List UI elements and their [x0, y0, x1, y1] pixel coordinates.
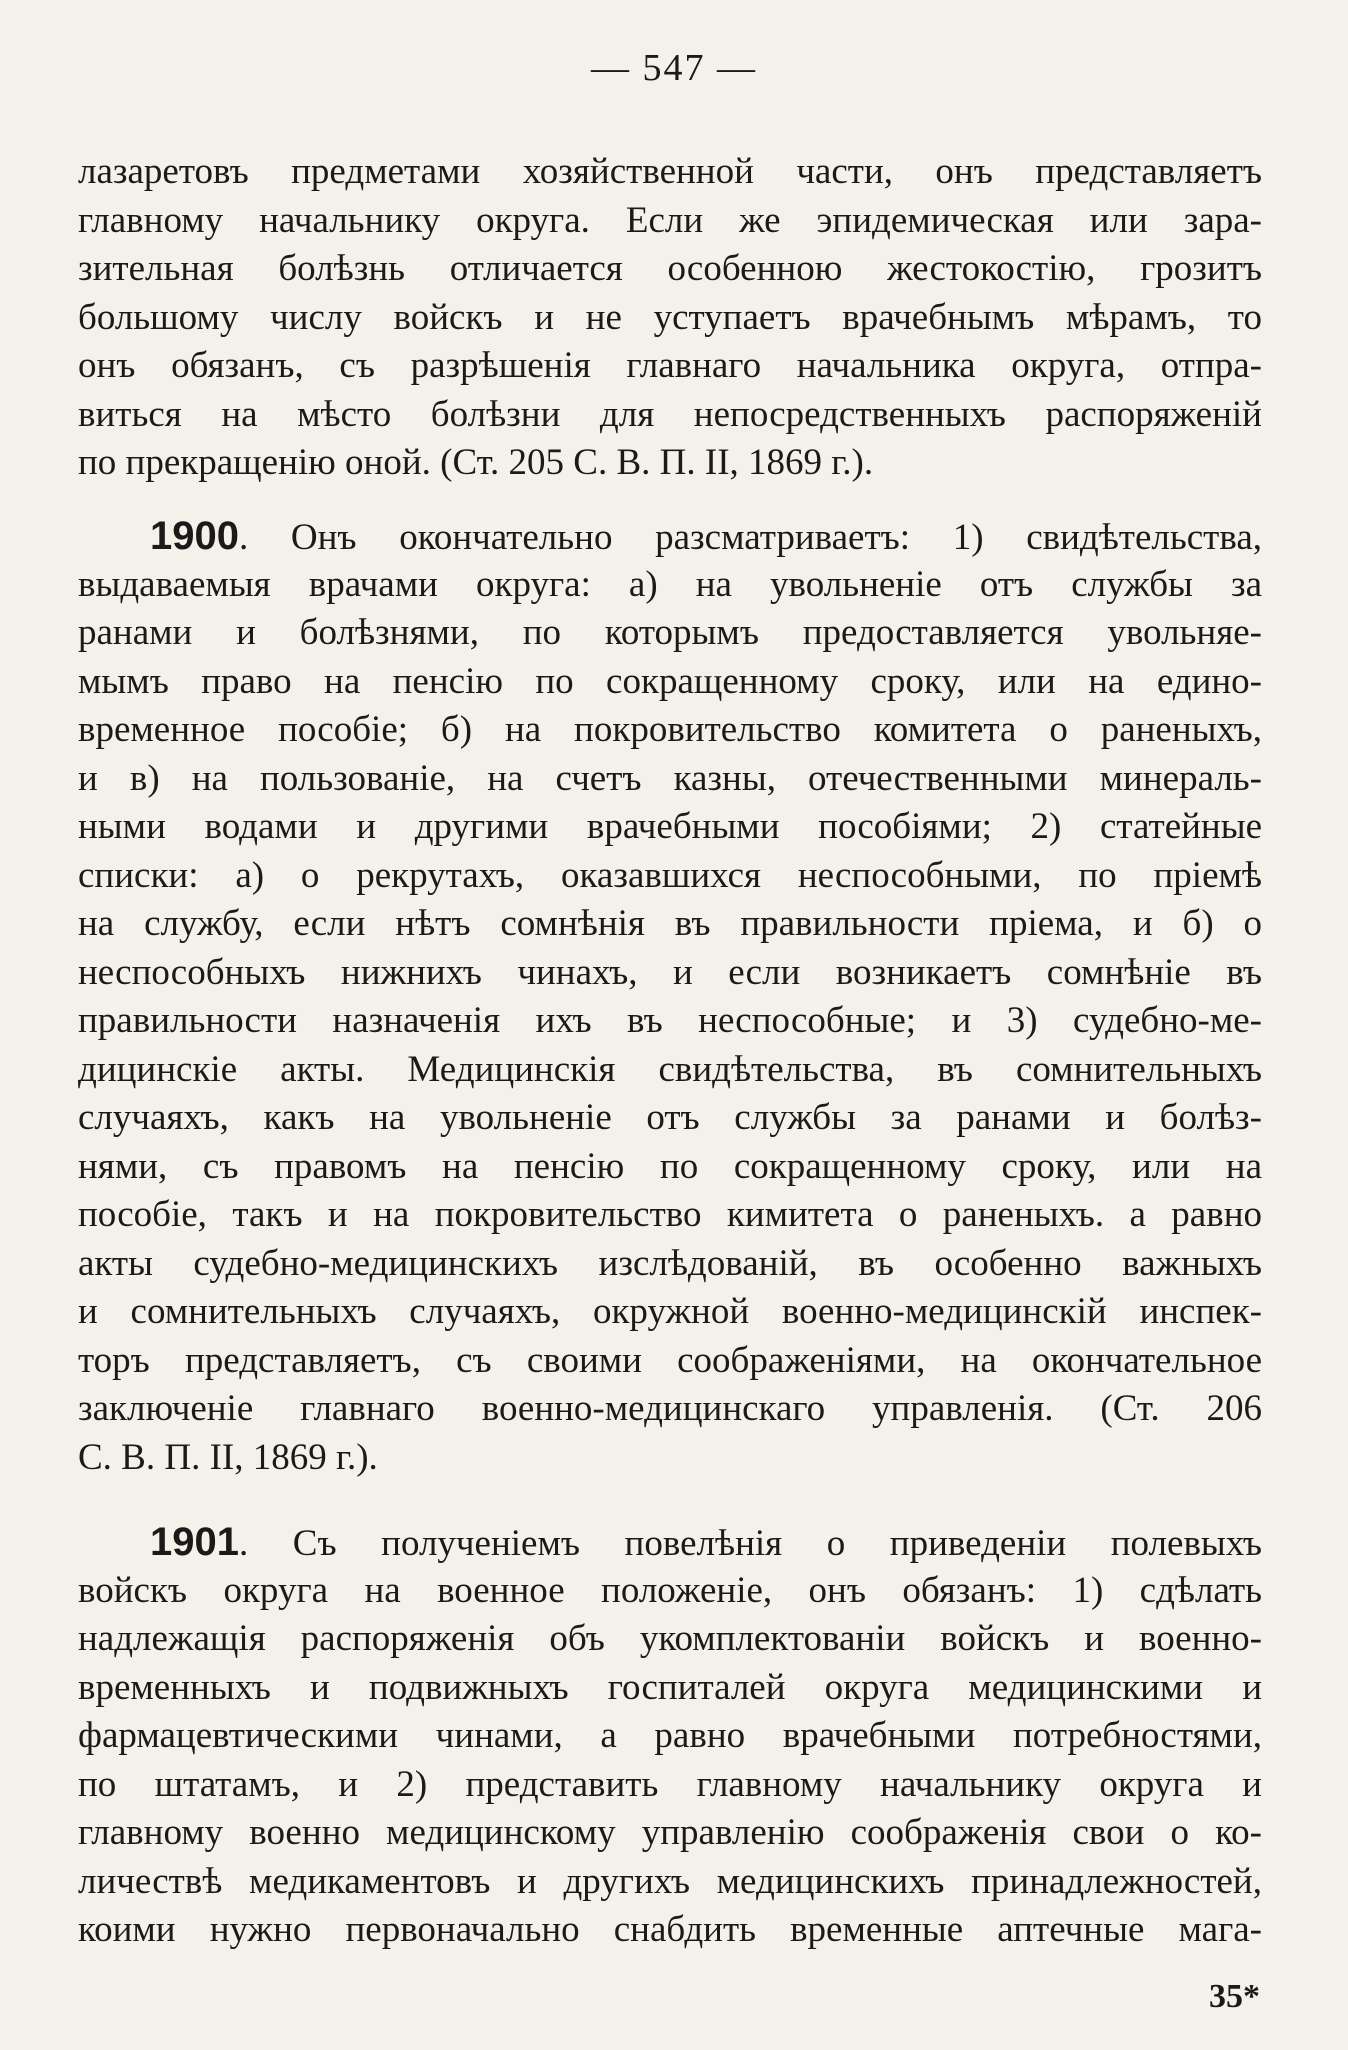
text-line: и в) на пользованіе, на счетъ казны, отечественными минераль- — [78, 757, 1262, 799]
text-line: и сомнительныхъ случаяхъ, окружной военно-медицинскій инспек- — [78, 1291, 1262, 1332]
text-line: по прекращенію оной. (Ст. 205 С. В. П. II, 1869 г.). — [78, 442, 874, 483]
text-line: войскъ округа на военное положеніе, онъ обязанъ: 1) сдѣлать — [78, 1569, 1262, 1611]
text-line: дицинскіе акты. Медицинскія свидѣтельства, въ сомнительныхъ — [78, 1048, 1262, 1090]
signature-mark: 35* — [1209, 1978, 1260, 2015]
article-number: 1901 — [150, 1520, 239, 1564]
text-line: фармацевтическими чинами, а равно врачебными потребностями, — [78, 1715, 1262, 1756]
article-lead-text: . Съ полученіемъ повелѣнія о приведеніи полевыхъ — [238, 1523, 1262, 1564]
text-line: коими нужно первоначально снабдить временные аптечные мага- — [78, 1909, 1262, 1950]
text-line: временныхъ и подвижныхъ госпиталей округа медицинскими и — [78, 1666, 1262, 1708]
text-line: мымъ право на пенсію по сокращенному сроку, или на едино- — [78, 660, 1262, 702]
text-line: случаяхъ, какъ на увольненіе отъ службы за ранами и болѣз- — [78, 1097, 1262, 1138]
text-line: нями, съ правомъ на пенсію по сокращенному сроку, или на — [78, 1145, 1262, 1187]
text-line: ными водами и другими врачебными пособіями; 2) статейные — [78, 806, 1262, 847]
text-line: лазаретовъ предметами хозяйственной части, онъ представляетъ — [78, 151, 1262, 192]
text-line: правильности назначенія ихъ въ неспособные; и 3) судебно-ме- — [78, 1000, 1262, 1041]
article-lead-text: . Онъ окончательно разсматриваетъ: 1) свидѣтельства, — [238, 517, 1262, 558]
text-line: главному военно медицинскому управленію соображенія свои о ко- — [78, 1812, 1262, 1853]
text-line: списки: а) о рекрутахъ, оказавшихся неспособными, по пріемѣ — [78, 854, 1262, 896]
article-1901 — [78, 1518, 1262, 1955]
text-line: выдаваемыя врачами округа: а) на увольненіе отъ службы за — [78, 563, 1262, 605]
text-line: надлежащія распоряженія объ укомплектованіи войскъ и военно- — [78, 1618, 1262, 1659]
text-line: личествѣ медикаментовъ и другихъ медицинскихъ принадлежностей, — [78, 1860, 1262, 1902]
article-number: 1900 — [150, 514, 239, 558]
text-line: ранами и болѣзнями, по которымъ предоставляется увольняе- — [78, 612, 1262, 653]
text-line: по штатамъ, и 2) представить главному начальнику округа и — [78, 1763, 1262, 1805]
text-line: С. В. П. II, 1869 г.). — [78, 1436, 378, 1478]
text-line: зительная болѣзнь отличается особенною жестокостію, грозитъ — [78, 248, 1262, 289]
text-line: главному начальнику округа. Если же эпидемическая или зара- — [78, 199, 1262, 241]
text-line: большому числу войскъ и не уступаетъ врачебнымъ мѣрамъ, то — [78, 296, 1262, 338]
text-line: торъ представляетъ, съ своими соображеніями, на окончательное — [78, 1339, 1262, 1381]
paragraph-continuation — [78, 148, 1262, 488]
text-line: неспособныхъ нижнихъ чинахъ, и если возникаетъ сомнѣніе въ — [78, 951, 1262, 993]
text-line-first — [78, 1518, 1262, 1567]
article-1900 — [78, 512, 1262, 1482]
text-line: пособіе, такъ и на покровительство кимитета о раненыхъ. а равно — [78, 1194, 1262, 1235]
text-line-first — [78, 512, 1262, 561]
text-line: на службу, если нѣтъ сомнѣнія въ правильности пріема, и б) о — [78, 903, 1262, 944]
text-line: временное пособіе; б) на покровительство комитета о раненыхъ, — [78, 709, 1262, 750]
text-line: заключеніе главнаго военно-медицинскаго управленія. (Ст. 206 — [78, 1388, 1262, 1429]
page-number: — 547 — — [591, 47, 757, 89]
text-line: виться на мѣсто болѣзни для непосредственныхъ распоряженій — [78, 393, 1262, 435]
text-line: онъ обязанъ, съ разрѣшенія главнаго начальника округа, отпра- — [78, 345, 1262, 386]
text-line: акты судебно-медицинскихъ изслѣдованій, въ особенно важныхъ — [78, 1242, 1262, 1284]
